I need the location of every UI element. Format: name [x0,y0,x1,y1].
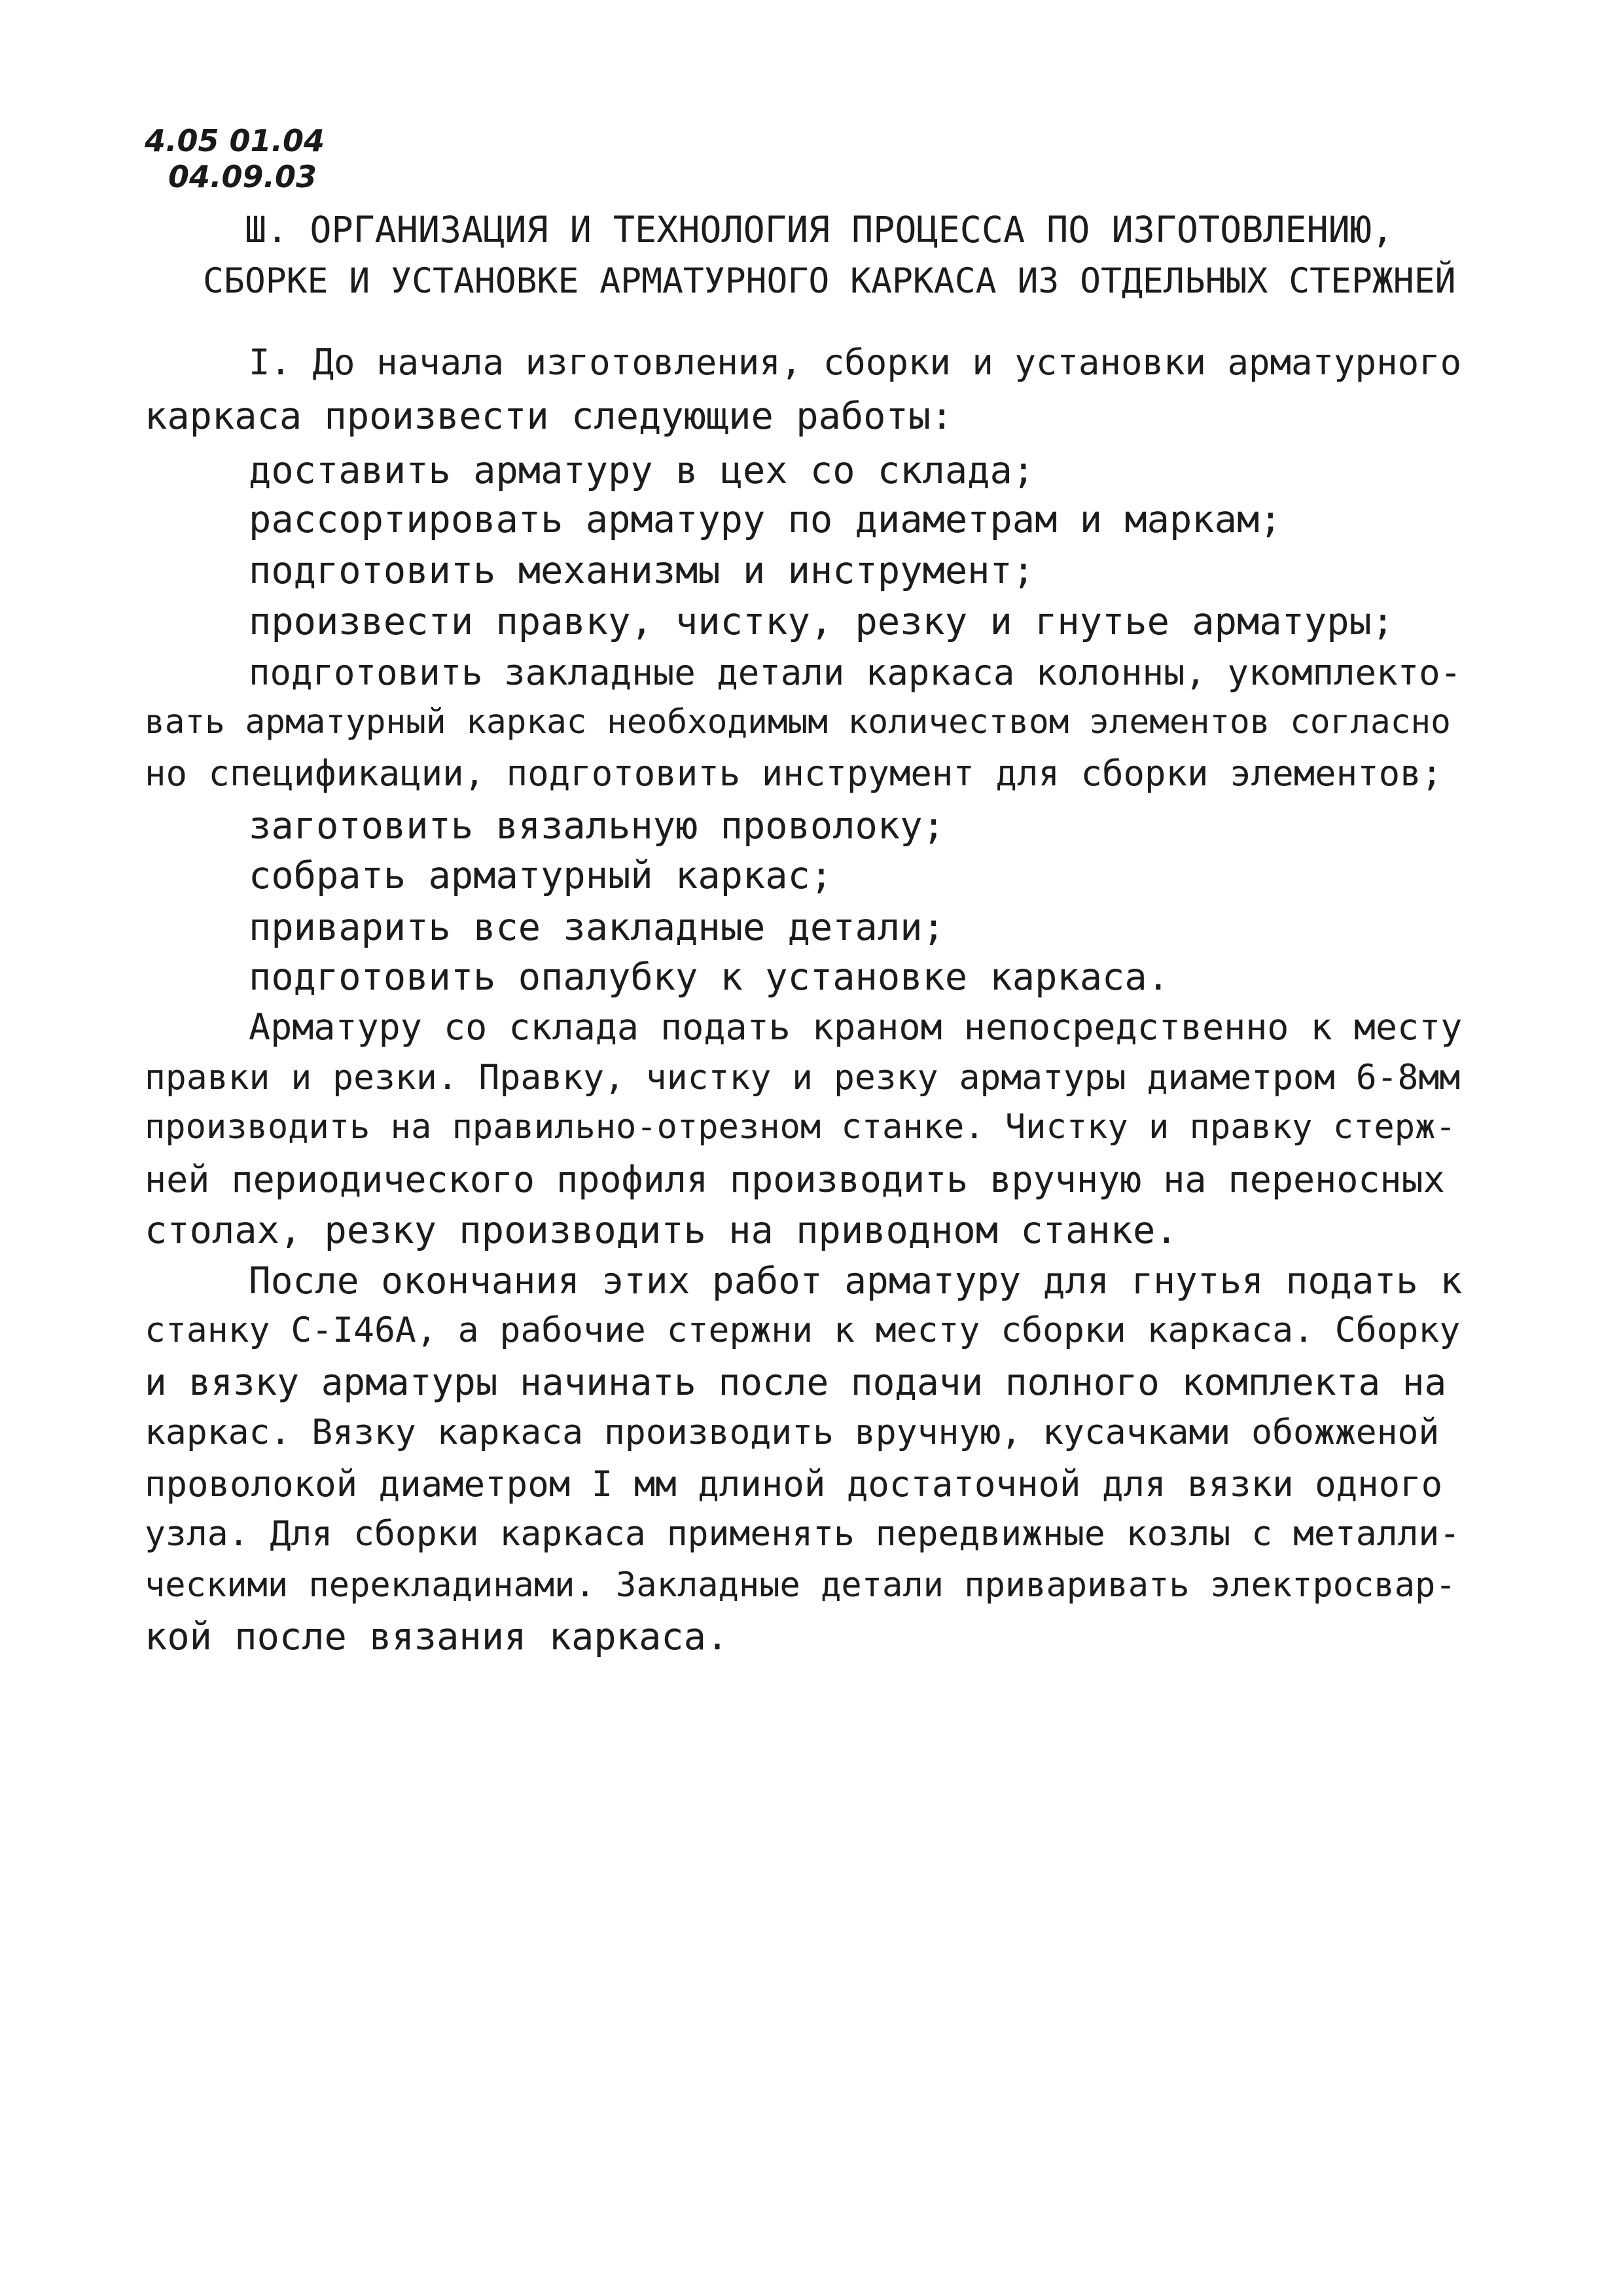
paragraph-1-line-2: каркаса произвести следующие работы: [145,395,954,438]
paragraph-2-line-3: производить на правильно-отрезном станке. Чистку и правку стерж- [145,1107,1456,1147]
paragraph-3-line-1: После окончания этих работ арматуру для гнутья подать к [249,1260,1463,1302]
handwritten-code-1: 4.05 01.04 [145,123,325,158]
list-item-deliver-rebar: доставить арматуру в цех со склада; [249,449,1035,492]
list-item-straighten-cut: произвести правку, чистку, резку и гнутье арматуры; [249,600,1395,643]
list-item-prepare-tools: подготовить механизмы и инструмент; [249,549,1035,592]
paragraph-3-line-4: каркас. Вязку каркаса производить вручную, кусачками обожженой [145,1412,1440,1452]
paragraph-2-line-5: столах, резку производить на приводном станке. [145,1209,1178,1252]
paragraph-3-line-8: кой после вязания каркаса. [145,1615,729,1659]
paragraph-3-line-6: узла. Для сборки каркаса применять передвижные козлы с металли- [145,1514,1461,1554]
paragraph-2-line-2: правки и резки. Правку, чистку и резку арматуры диаметром 6-8мм [145,1058,1461,1098]
list-item-prepare-formwork: подготовить опалубку к установке каркаса. [249,956,1169,999]
handwritten-code-2: 04.09.03 [168,159,317,194]
list-item-weld-parts: приварить все закладные детали; [249,906,945,949]
list-item-embedded-parts-cont-2: но спецификации, подготовить инструмент для сборки элементов; [145,753,1443,794]
paragraph-3-line-2: станку С-I46А, а рабочие стержни к месту сборки каркаса. Сборку [145,1310,1461,1350]
paragraph-2-line-1: Арматуру со склада подать краном непосредственно к месту [249,1006,1463,1048]
paragraph-2-line-4: ней периодического профиля производить вручную на переносных [145,1158,1445,1200]
paragraph-3-line-7: ческими перекладинами. Закладные детали приваривать электросвар- [145,1566,1456,1605]
list-item-embedded-parts: подготовить закладные детали каркаса колонны, укомплекто- [249,652,1462,693]
section-title-line-1: Ш. ОРГАНИЗАЦИЯ И ТЕХНОЛОГИЯ ПРОЦЕССА ПО ИЗГОТОВЛЕНИЮ, [245,209,1393,251]
paragraph-1-line-1: I. До начала изготовления, сборки и установки арматурного [249,342,1462,383]
paragraph-3-line-5: проволокой диаметром I мм длиной достаточной для вязки одного [145,1463,1443,1505]
list-item-embedded-parts-cont-1: вать арматурный каркас необходимым количеством элементов согласно [145,703,1451,742]
list-item-sort-rebar: рассортировать арматуру по диаметрам и маркам; [249,498,1282,541]
section-title-line-2: СБОРКЕ И УСТАНОВКЕ АРМАТУРНОГО КАРКАСА ИЗ ОТДЕЛЬНЫХ СТЕРЖНЕЙ [203,261,1456,301]
list-item-binding-wire: заготовить вязальную проволоку; [249,804,945,848]
list-item-assemble-cage: собрать арматурный каркас; [249,854,833,897]
paragraph-3-line-3: и вязку арматуры начинать после подачи полного комплекта на [145,1361,1447,1404]
